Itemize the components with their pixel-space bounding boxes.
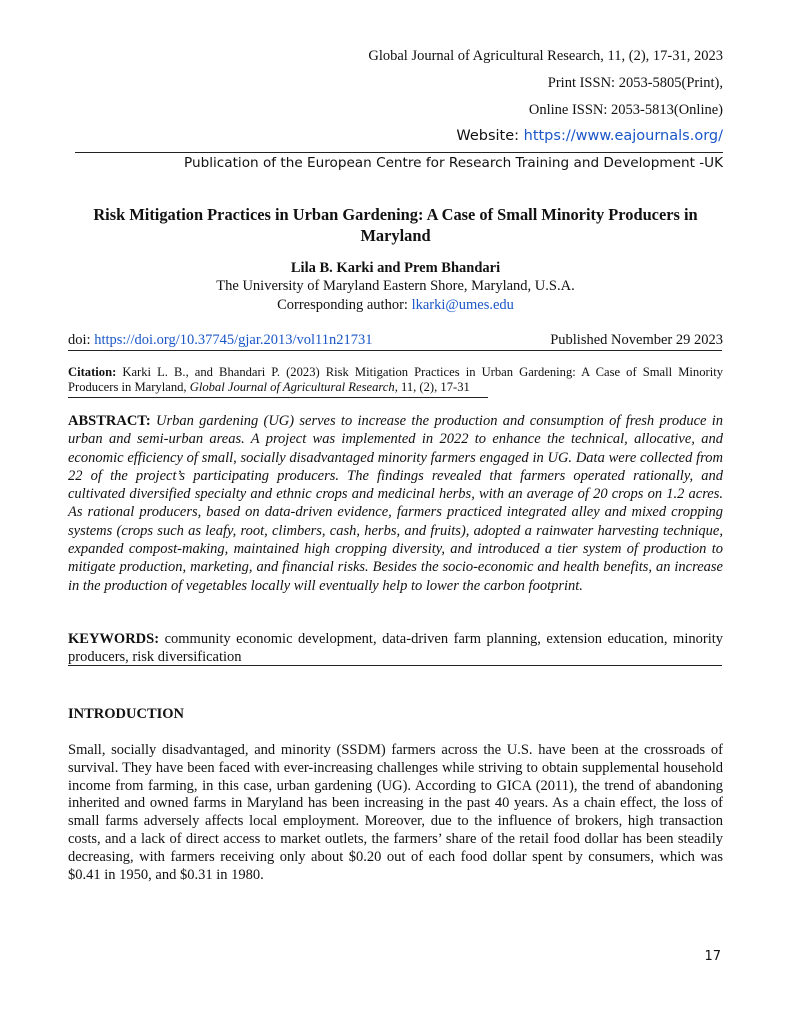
affiliation: The University of Maryland Eastern Shore, Maryland, U.S.A. [216, 278, 575, 294]
corresponding-author [60, 296, 731, 314]
keywords-divider [68, 665, 722, 666]
keywords-text: community economic development, data-driven farm planning, extension education, minority producers, risk diversification [68, 631, 723, 665]
publisher-line: Publication of the European Centre for Research Training and Development -UK [184, 155, 723, 171]
citation [68, 365, 723, 395]
keywords-label: KEYWORDS: [68, 631, 160, 647]
citation-tail: , 11, (2), 17-31 [394, 380, 470, 394]
header-divider [75, 152, 723, 153]
doi-label: doi: [68, 332, 95, 348]
doi-link[interactable]: https://doi.org/10.37745/gjar.2013/vol11n21731 [94, 332, 373, 348]
citation-journal: Global Journal of Agricultural Research [189, 380, 395, 394]
citation-divider [68, 397, 488, 398]
corresponding-label: Corresponding author: [277, 297, 412, 313]
citation-label: Citation: [68, 365, 117, 379]
abstract [68, 412, 723, 595]
page-number: 17 [704, 949, 721, 964]
published-date: Published November 29 2023 [550, 332, 723, 348]
abstract-label: ABSTRACT: [68, 413, 151, 429]
print-issn: Print ISSN: 2053-5805(Print), [547, 75, 723, 91]
authors: Lila B. Karki and Prem Bhandari [290, 260, 501, 276]
keywords [68, 630, 723, 666]
corresponding-email-link[interactable]: lkarki@umes.edu [411, 297, 514, 313]
introduction-heading: INTRODUCTION [68, 706, 185, 722]
doi-divider [68, 350, 722, 351]
website-label: Website: [456, 128, 524, 144]
introduction-paragraph: Small, socially disadvantaged, and minority (SSDM) farmers across the U.S. have been at the crossroads of survival. They have been faced with ever-increasing challenges while striving to obtain supplemental household income from farming, in this case, urban gardening (UG). According to GICA (2011), the trend of abandoning inherited and owned farms in Maryland has been increasing in the past 40 years. As a chain effect, the loss of small farms adversely affects local employment. Moreover, due to the influence of brokers, high transaction costs, and a lack of direct access to market outlets, the farmers’ share of the retail food dollar has been steadily decreasing, with farmers receiving only about $0.20 out of each food dollar spent by consumers, which was $0.41 in 1950, and $0.31 in 1980. [68, 742, 723, 883]
journal-citation-header: Global Journal of Agricultural Research, 11, (2), 17-31, 2023 [368, 48, 723, 64]
citation-text: Karki L. B., and Bhandari P. (2023) Risk Mitigation Practices in Urban Gardening: A Case of Small Minority Producers in Maryland, [68, 365, 723, 394]
online-issn: Online ISSN: 2053-5813(Online) [528, 102, 723, 118]
website-line [456, 127, 723, 145]
website-link[interactable]: https://www.eajournals.org/ [523, 128, 723, 144]
abstract-text: Urban gardening (UG) serves to increase the production and consumption of fresh produce in urban and semi-urban areas. A project was implemented in 2022 to enhance the technical, allocative, and economic efficiency of small, socially disadvantaged minority farmers engaged in UG. Data were collected from 22 of the project’s participating producers. The findings revealed that farmers operated rationally, and cultivated diversified specialty and ethnic crops and medicinal herbs, with an average of 20 crops on 1.2 acres. As rational producers, based on data-driven evidence, farmers practiced integrated alley and mixed cropping systems (crops such as leafy, root, climbers, cash, herbs, and fruits), adopted a rainwater harvesting technique, expanded compost-making, maintained high cropping diversity, and introduced a tier system of production to mitigate production, marketing, and financial risks. Besides the socio-economic and health benefits, an increase in the production of vegetables locally will eventually help to lower the carbon footprint. [68, 413, 723, 594]
doi-line [68, 331, 373, 349]
paper-title: Risk Mitigation Practices in Urban Gardening: A Case of Small Minority Producers in Maryland [93, 205, 698, 245]
